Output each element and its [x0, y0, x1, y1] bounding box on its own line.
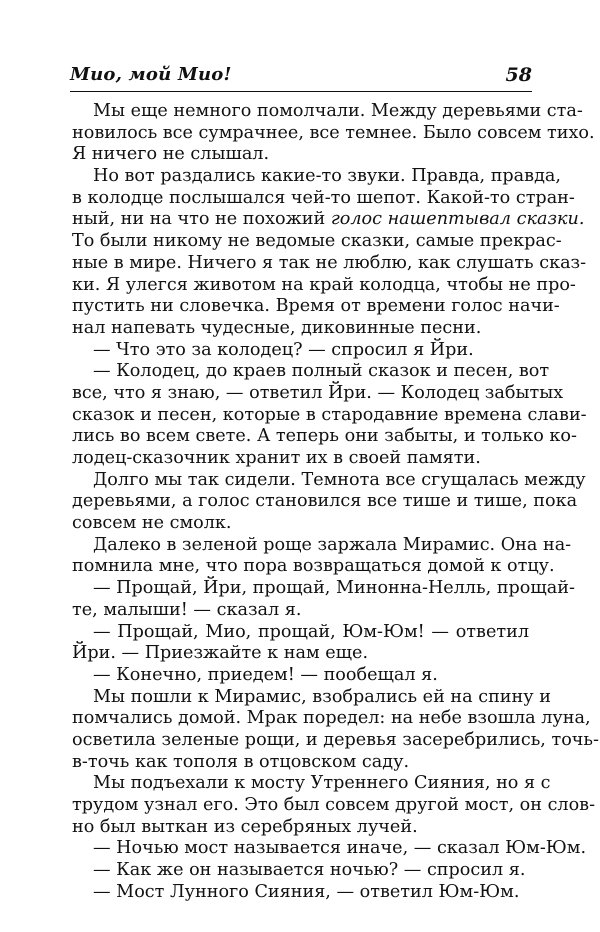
paragraph-2	[72, 166, 587, 340]
paragraph-7	[72, 578, 575, 621]
text-line: пустить ни словечка. Время от времени голос начи-	[72, 296, 560, 317]
text-line: ные в мире. Ничего я так не люблю, как слушать сказ-	[72, 252, 587, 273]
paragraph-4	[72, 361, 587, 469]
paragraph-13	[72, 860, 529, 882]
body-text	[72, 101, 599, 903]
paragraph-5	[72, 469, 586, 535]
text-line: Мы подъехали к мосту Утреннего Сияния, но я с	[93, 773, 551, 794]
text-line: Мы еще немного помолчали. Между деревьями ста-	[93, 101, 583, 121]
paragraph-9	[72, 665, 529, 687]
text-line: помнила мне, что пора возвращаться домой к отцу.	[72, 556, 555, 577]
text-line: совсем не смолк.	[72, 513, 232, 534]
text-line: сказок и песен, которые в стародавние времена слави-	[72, 404, 587, 425]
text-line: Я ничего не слышал.	[72, 144, 270, 165]
header-rule	[70, 91, 532, 92]
text-line: — Конечно, приедем! — пообещал я.	[93, 664, 438, 685]
text-line: трудом узнал его. Это был совсем другой мост, он слов-	[72, 795, 596, 815]
text-line: Йри. — Приезжайте к нам еще.	[72, 643, 369, 664]
text-line: — Прощай, Мио, прощай, Юм-Юм! — ответил	[93, 621, 529, 642]
text-line: лодец-сказочник хранит их в своей памяти.	[72, 448, 481, 468]
text-line: — Ночью мост называется иначе, — сказал Юм-Юм.	[93, 838, 587, 859]
text-line: лись во всем свете. А теперь они забыты, и только ко-	[72, 426, 577, 447]
text-line: нал напевать чудесные, диковинные песни.	[72, 317, 482, 338]
text-line: — Колодец, до краев полный сказок и песен, вот	[93, 361, 550, 382]
text-line: в колодце послышался чей-то шепот. Какой-то стран-	[72, 187, 575, 208]
paragraph-6	[72, 534, 572, 578]
emphasized-phrase: голос нашептывал сказки.	[330, 209, 585, 230]
text-line: осветила зеленые рощи, и деревья засеребрились, точь-	[72, 729, 599, 750]
text-line: — Мост Лунного Сияния, — ответил Юм-Юм.	[93, 881, 520, 902]
text-line: Далеко в зеленой роще заржала Мирамис. Она на-	[93, 534, 572, 555]
text-line: — Что это за колодец? — спросил я Йри.	[93, 339, 474, 360]
text-line: все, что я знаю, — ответил Йри. — Колодец забытых	[72, 382, 564, 403]
paragraph-11	[72, 773, 596, 838]
running-header	[70, 64, 532, 90]
paragraph-14	[72, 882, 529, 904]
paragraph-12	[72, 838, 587, 860]
paragraph-3	[72, 340, 529, 362]
text-line-with-emphasis	[72, 209, 585, 231]
text-line: в-точь как тополя в отцовском саду.	[72, 751, 410, 772]
text-line: — Как же он называется ночью? — спросил я.	[93, 860, 526, 881]
paragraph-1	[72, 101, 595, 166]
text-segment: ный, ни на что не похожий	[72, 209, 331, 230]
text-line: помчались домой. Мрак поредел: на небе взошла луна,	[72, 708, 591, 729]
text-line: деревьями, а голос становился все тише и тише, пока	[72, 491, 578, 512]
page-number: 58	[505, 64, 532, 86]
text-line: — Прощай, Йри, прощай, Минонна-Нелль, прощай-	[93, 578, 575, 599]
running-title: Мио, мой Мио!	[70, 64, 232, 85]
paragraph-8	[72, 622, 529, 665]
text-line: те, малыши! — сказал я.	[72, 599, 302, 620]
text-line: Но вот раздались какие-то звуки. Правда, правда,	[93, 166, 561, 187]
text-line: То были никому не ведомые сказки, самые прекрас-	[72, 231, 562, 252]
text-line: ки. Я улегся животом на край колодца, чтобы не про-	[72, 274, 576, 295]
text-line: Мы пошли к Мирамис, взобрались ей на спину и	[93, 686, 551, 707]
paragraph-10	[72, 686, 599, 774]
text-line: новилось все сумрачнее, все темнее. Было совсем тихо.	[72, 122, 595, 143]
text-line: но был выткан из серебряных лучей.	[72, 816, 418, 837]
text-line: Долго мы так сидели. Темнота все сгущалась между	[93, 469, 586, 490]
